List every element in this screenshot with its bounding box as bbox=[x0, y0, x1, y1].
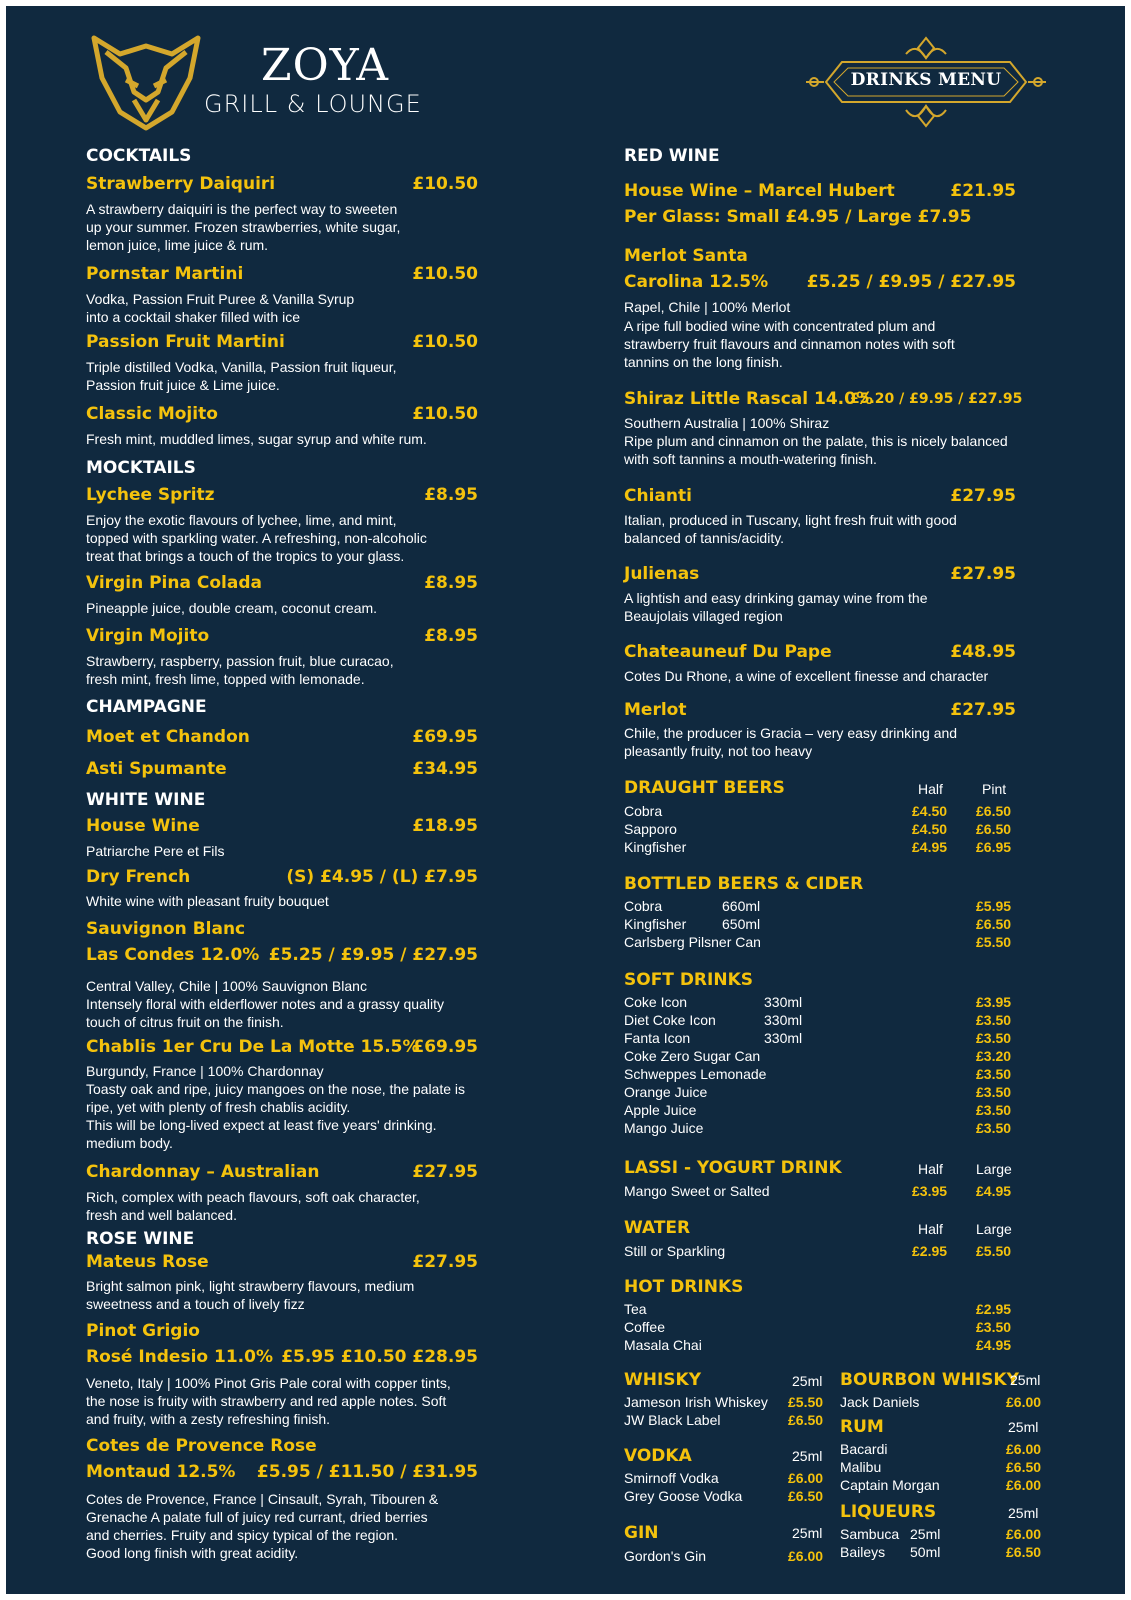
item-name: Merlot Santa bbox=[624, 246, 748, 266]
item-name: Smirnoff Vodka bbox=[624, 1470, 719, 1486]
item-name: Shiraz Little Rascal 14.0% bbox=[624, 389, 873, 409]
item-desc: Fresh mint, muddled limes, sugar syrup and white rum. bbox=[86, 431, 427, 447]
item-price: £5.95 / £11.50 / £31.95 bbox=[256, 1462, 478, 1482]
item-desc: Cotes Du Rhone, a wine of excellent finesse and character bbox=[624, 668, 989, 684]
item-name: Tea bbox=[624, 1301, 647, 1317]
item-desc: Cotes de Provence, France | Cinsault, Syrah, Tibouren & bbox=[86, 1491, 439, 1507]
item-name: Sauvignon Blanc bbox=[86, 919, 246, 939]
item-price: £5.50 bbox=[788, 1394, 824, 1410]
liqueurs-heading: LIQUEURS bbox=[840, 1502, 937, 1522]
item-price: £3.20 bbox=[976, 1048, 1012, 1064]
item-name: Classic Mojito bbox=[86, 404, 218, 424]
item-price: £27.95 bbox=[950, 564, 1016, 584]
item-name: Julienas bbox=[624, 564, 700, 584]
item-desc: sweetness and a touch of lively fizz bbox=[86, 1296, 305, 1312]
item-desc: ripe, yet with plenty of fresh chablis acidity. bbox=[86, 1099, 351, 1115]
item-desc: fresh and well balanced. bbox=[86, 1207, 237, 1223]
item-name: Passion Fruit Martini bbox=[86, 332, 285, 352]
item-price: £5.95 bbox=[976, 898, 1012, 914]
item-price: £6.50 bbox=[1006, 1459, 1042, 1475]
item-desc: Central Valley, Chile | 100% Sauvignon Blanc bbox=[86, 978, 367, 994]
rum-heading: RUM bbox=[840, 1417, 884, 1437]
item-name: Diet Coke Icon bbox=[624, 1012, 716, 1028]
item-desc: into a cocktail shaker filled with ice bbox=[86, 309, 300, 325]
item-size: 650ml bbox=[722, 916, 761, 932]
item-desc: Grenache A palate full of juicy red currant, dried berries bbox=[86, 1509, 428, 1525]
item-desc: fresh mint, fresh lime, topped with lemonade. bbox=[86, 671, 365, 687]
item-price: £6.50 bbox=[1006, 1544, 1042, 1560]
item-name: Virgin Pina Colada bbox=[86, 573, 262, 593]
item-price: £4.50 bbox=[912, 821, 948, 837]
col-header-half: Half bbox=[918, 1221, 943, 1237]
item-name: Chablis 1er Cru De La Motte 15.5% bbox=[86, 1037, 420, 1057]
brand-name: ZOYA bbox=[261, 40, 390, 91]
item-price: £6.50 bbox=[788, 1412, 824, 1428]
item-price: £5.25 / £9.95 / £27.95 bbox=[268, 945, 478, 965]
item-price: £2.95 bbox=[976, 1301, 1012, 1317]
col-header-pint: Pint bbox=[982, 781, 1007, 797]
col-header-large: Large bbox=[976, 1221, 1012, 1237]
item-desc: Burgundy, France | 100% Chardonnay bbox=[86, 1063, 324, 1079]
water-heading: WATER bbox=[624, 1218, 691, 1238]
item-name: Mateus Rose bbox=[86, 1252, 209, 1272]
item-name: Strawberry Daiquiri bbox=[86, 174, 276, 194]
whisky-heading: WHISKY bbox=[624, 1370, 702, 1390]
item-price: £6.00 bbox=[1006, 1477, 1042, 1493]
cocktails-heading: COCKTAILS bbox=[86, 146, 192, 166]
item-price: £3.50 bbox=[976, 1066, 1012, 1082]
item-name: Still or Sparkling bbox=[624, 1243, 726, 1259]
item-desc: up your summer. Frozen strawberries, white sugar, bbox=[86, 219, 401, 235]
item-price: £5.95 £10.50 £28.95 bbox=[281, 1347, 478, 1367]
item-price: £4.95 bbox=[976, 1337, 1012, 1353]
item-desc: Ripe plum and cinnamon on the palate, this is nicely balanced bbox=[624, 433, 1008, 449]
item-price: £5.25 / £9.95 / £27.95 bbox=[806, 272, 1016, 292]
item-desc: pleasantly fruity, not too heavy bbox=[624, 743, 813, 759]
item-price: £5.20 / £9.95 / £27.95 bbox=[850, 391, 1023, 407]
item-name: Fanta Icon bbox=[624, 1030, 691, 1046]
item-desc: balanced of tannis/acidity. bbox=[624, 530, 785, 546]
bourbon-heading: BOURBON WHISKY bbox=[840, 1370, 1019, 1390]
item-desc: medium body. bbox=[86, 1135, 173, 1151]
item-name: Bacardi bbox=[840, 1441, 888, 1457]
item-name: Kingfisher bbox=[624, 839, 687, 855]
drinks-menu-title: DRINKS MENU bbox=[850, 70, 1002, 90]
item-name: Malibu bbox=[840, 1459, 882, 1475]
item-name: Gordon's Gin bbox=[624, 1548, 707, 1564]
item-name: House Wine – Marcel Hubert bbox=[624, 181, 895, 201]
item-price: £3.50 bbox=[976, 1012, 1012, 1028]
item-name: Sapporo bbox=[624, 821, 677, 837]
item-desc: the nose is fruity with strawberry and red apple notes. Soft bbox=[86, 1393, 447, 1409]
item-desc: topped with sparkling water. A refreshing, non-alcoholic bbox=[86, 530, 427, 546]
size-header: 25ml bbox=[792, 1525, 823, 1541]
item-price: £6.95 bbox=[976, 839, 1012, 855]
item-desc: This will be long-lived expect at least five years' drinking. bbox=[86, 1117, 437, 1133]
gin-heading: GIN bbox=[624, 1523, 659, 1543]
item-desc: Strawberry, raspberry, passion fruit, blue curacao, bbox=[86, 653, 394, 669]
item-price: £21.95 bbox=[950, 181, 1016, 201]
item-name: JW Black Label bbox=[624, 1412, 721, 1428]
item-desc: lemon juice, lime juice & rum. bbox=[86, 237, 269, 253]
col-header-half: Half bbox=[918, 781, 943, 797]
item-desc: Chile, the producer is Gracia – very easy drinking and bbox=[624, 725, 958, 741]
item-size: 25ml bbox=[910, 1526, 941, 1542]
item-price: £6.50 bbox=[976, 803, 1012, 819]
item-price: £3.50 bbox=[976, 1102, 1012, 1118]
item-desc: Pineapple juice, double cream, coconut cream. bbox=[86, 600, 378, 616]
champagne-heading: CHAMPAGNE bbox=[86, 697, 207, 717]
item-price: (S) £4.95 / (L) £7.95 bbox=[286, 867, 478, 887]
item-desc: Enjoy the exotic flavours of lychee, lime, and mint, bbox=[86, 512, 397, 528]
size-header: 25ml bbox=[792, 1448, 823, 1464]
brand-subtitle: GRILL & LOUNGE bbox=[204, 90, 422, 118]
item-desc: Veneto, Italy | 100% Pinot Gris Pale coral with copper tints, bbox=[86, 1375, 451, 1391]
item-price: £27.95 bbox=[412, 1162, 478, 1182]
item-price: £6.00 bbox=[1006, 1526, 1042, 1542]
item-desc: Good long finish with great acidity. bbox=[86, 1545, 299, 1561]
item-price: £18.95 bbox=[412, 816, 478, 836]
item-desc: Intensely floral with elderflower notes and a grassy quality bbox=[86, 996, 444, 1012]
item-price: £34.95 bbox=[412, 759, 478, 779]
item-desc: touch of citrus fruit on the finish. bbox=[86, 1014, 284, 1030]
item-price: £10.50 bbox=[412, 404, 478, 424]
item-price: £3.95 bbox=[976, 994, 1012, 1010]
item-price: £10.50 bbox=[412, 174, 478, 194]
vodka-heading: VODKA bbox=[624, 1446, 692, 1466]
item-price: £8.95 bbox=[424, 626, 478, 646]
item-price: £4.95 bbox=[976, 1183, 1012, 1199]
item-price: £6.00 bbox=[788, 1548, 824, 1564]
item-price: £3.95 bbox=[912, 1183, 948, 1199]
item-price: £5.50 bbox=[976, 1243, 1012, 1259]
item-price: £6.50 bbox=[788, 1488, 824, 1504]
col-header-half: Half bbox=[918, 1161, 943, 1177]
item-price: £27.95 bbox=[950, 700, 1016, 720]
item-desc: treat that brings a touch of the tropics to your glass. bbox=[86, 548, 405, 564]
item-price: £69.95 bbox=[412, 1037, 478, 1057]
lassi-heading: LASSI - YOGURT DRINK bbox=[624, 1158, 842, 1178]
item-name: House Wine bbox=[86, 816, 200, 836]
item-price: £27.95 bbox=[412, 1252, 478, 1272]
item-name: Pinot Grigio bbox=[86, 1321, 200, 1341]
item-desc: Rich, complex with peach flavours, soft oak character, bbox=[86, 1189, 420, 1205]
item-price: £3.50 bbox=[976, 1030, 1012, 1046]
item-name: Coke Icon bbox=[624, 994, 688, 1010]
draught-beers-heading: DRAUGHT BEERS bbox=[624, 778, 785, 798]
item-name: Grey Goose Vodka bbox=[624, 1488, 743, 1504]
item-name: Apple Juice bbox=[624, 1102, 697, 1118]
item-name-line2: Carolina 12.5% bbox=[624, 272, 769, 292]
size-header: 25ml bbox=[792, 1373, 823, 1389]
item-price: £8.95 bbox=[424, 573, 478, 593]
red-wine-heading: RED WINE bbox=[624, 146, 720, 166]
item-name: Coke Zero Sugar Can bbox=[624, 1048, 761, 1064]
item-desc: Rapel, Chile | 100% Merlot bbox=[624, 299, 791, 315]
item-price: £48.95 bbox=[950, 642, 1016, 662]
item-name: Dry French bbox=[86, 867, 191, 887]
item-price: £6.00 bbox=[788, 1470, 824, 1486]
hot-drinks-heading: HOT DRINKS bbox=[624, 1277, 744, 1297]
item-price: £10.50 bbox=[412, 332, 478, 352]
item-price: £3.50 bbox=[976, 1319, 1012, 1335]
item-name-line2: Montaud 12.5% bbox=[86, 1462, 236, 1482]
item-name: Chardonnay – Australian bbox=[86, 1162, 320, 1182]
item-desc: strawberry fruit flavours and cinnamon notes with soft bbox=[624, 336, 955, 352]
item-name: Mango Sweet or Salted bbox=[624, 1183, 770, 1199]
item-name-line2: Rosé Indesio 11.0% bbox=[86, 1347, 273, 1367]
item-name: Jameson Irish Whiskey bbox=[624, 1394, 768, 1410]
item-name: Carlsberg Pilsner Can bbox=[624, 934, 761, 950]
item-desc: A strawberry daiquiri is the perfect way to sweeten bbox=[86, 201, 398, 217]
item-desc: and cherries. Fruity and spicy typical of the region. bbox=[86, 1527, 399, 1543]
item-price: £5.50 bbox=[976, 934, 1012, 950]
col-header-large: Large bbox=[976, 1161, 1012, 1177]
item-name: Sambuca bbox=[840, 1526, 900, 1542]
item-name: Chateauneuf Du Pape bbox=[624, 642, 832, 662]
item-size: 330ml bbox=[764, 1030, 803, 1046]
size-header: 25ml bbox=[1010, 1372, 1041, 1388]
item-size: 50ml bbox=[910, 1544, 941, 1560]
item-name: Cotes de Provence Rose bbox=[86, 1436, 317, 1456]
item-desc: Triple distilled Vodka, Vanilla, Passion fruit liqueur, bbox=[86, 359, 397, 375]
white-wine-heading: WHITE WINE bbox=[86, 790, 206, 810]
soft-drinks-heading: SOFT DRINKS bbox=[624, 970, 753, 990]
size-header: 25ml bbox=[1008, 1505, 1039, 1521]
item-name: Moet et Chandon bbox=[86, 727, 250, 747]
item-name: Orange Juice bbox=[624, 1084, 708, 1100]
item-price: £3.50 bbox=[976, 1120, 1012, 1136]
item-price: £4.50 bbox=[912, 803, 948, 819]
item-size: 330ml bbox=[764, 994, 803, 1010]
item-name: Mango Juice bbox=[624, 1120, 704, 1136]
item-name: Lychee Spritz bbox=[86, 485, 215, 505]
item-desc: Toasty oak and ripe, juicy mangoes on the nose, the palate is bbox=[86, 1081, 466, 1097]
item-name: Jack Daniels bbox=[840, 1394, 920, 1410]
item-desc: Patriarche Pere et Fils bbox=[86, 843, 225, 859]
item-price: £6.00 bbox=[1006, 1394, 1042, 1410]
item-price: £8.95 bbox=[424, 485, 478, 505]
item-desc: Bright salmon pink, light strawberry flavours, medium bbox=[86, 1278, 415, 1294]
rose-wine-heading: ROSE WINE bbox=[86, 1229, 195, 1249]
item-desc: Southern Australia | 100% Shiraz bbox=[624, 415, 830, 431]
item-price: £10.50 bbox=[412, 264, 478, 284]
item-name: Kingfisher bbox=[624, 916, 687, 932]
item-name-line2: Per Glass: Small £4.95 / Large £7.95 bbox=[624, 207, 972, 227]
item-price: £27.95 bbox=[950, 486, 1016, 506]
item-desc: with soft tannins a mouth-watering finish. bbox=[624, 451, 877, 467]
item-desc: A lightish and easy drinking gamay wine from the bbox=[624, 590, 928, 606]
item-name: Masala Chai bbox=[624, 1337, 702, 1353]
item-desc: Vodka, Passion Fruit Puree & Vanilla Syrup bbox=[86, 291, 355, 307]
item-name: Chianti bbox=[624, 486, 692, 506]
item-desc: tannins on the long finish. bbox=[624, 354, 783, 370]
item-name: Virgin Mojito bbox=[86, 626, 210, 646]
item-name: Schweppes Lemonade bbox=[624, 1066, 767, 1082]
item-size: 660ml bbox=[722, 898, 761, 914]
item-desc: Italian, produced in Tuscany, light fresh fruit with good bbox=[624, 512, 957, 528]
item-price: £4.95 bbox=[912, 839, 948, 855]
item-desc: Passion fruit juice & Lime juice. bbox=[86, 377, 280, 393]
item-name: Asti Spumante bbox=[86, 759, 227, 779]
item-name: Cobra bbox=[624, 898, 663, 914]
size-header: 25ml bbox=[1008, 1419, 1039, 1435]
item-price: £69.95 bbox=[412, 727, 478, 747]
item-price: £6.50 bbox=[976, 916, 1012, 932]
item-name: Baileys bbox=[840, 1544, 886, 1560]
item-price: £3.50 bbox=[976, 1084, 1012, 1100]
item-name: Pornstar Martini bbox=[86, 264, 244, 284]
item-desc: and fruity, with a zesty refreshing finish. bbox=[86, 1411, 331, 1427]
item-name: Coffee bbox=[624, 1319, 665, 1335]
item-name-line2: Las Condes 12.0% bbox=[86, 945, 260, 965]
item-name: Merlot bbox=[624, 700, 687, 720]
item-desc: A ripe full bodied wine with concentrated plum and bbox=[624, 318, 936, 334]
item-price: £6.50 bbox=[976, 821, 1012, 837]
item-name: Captain Morgan bbox=[840, 1477, 940, 1493]
item-size: 330ml bbox=[764, 1012, 803, 1028]
item-desc: Beaujolais villaged region bbox=[624, 608, 783, 624]
item-desc: White wine with pleasant fruity bouquet bbox=[86, 893, 329, 909]
mocktails-heading: MOCKTAILS bbox=[86, 458, 196, 478]
bottled-beers-heading: BOTTLED BEERS & CIDER bbox=[624, 874, 864, 894]
item-name: Cobra bbox=[624, 803, 663, 819]
item-price: £6.00 bbox=[1006, 1441, 1042, 1457]
item-price: £2.95 bbox=[912, 1243, 948, 1259]
